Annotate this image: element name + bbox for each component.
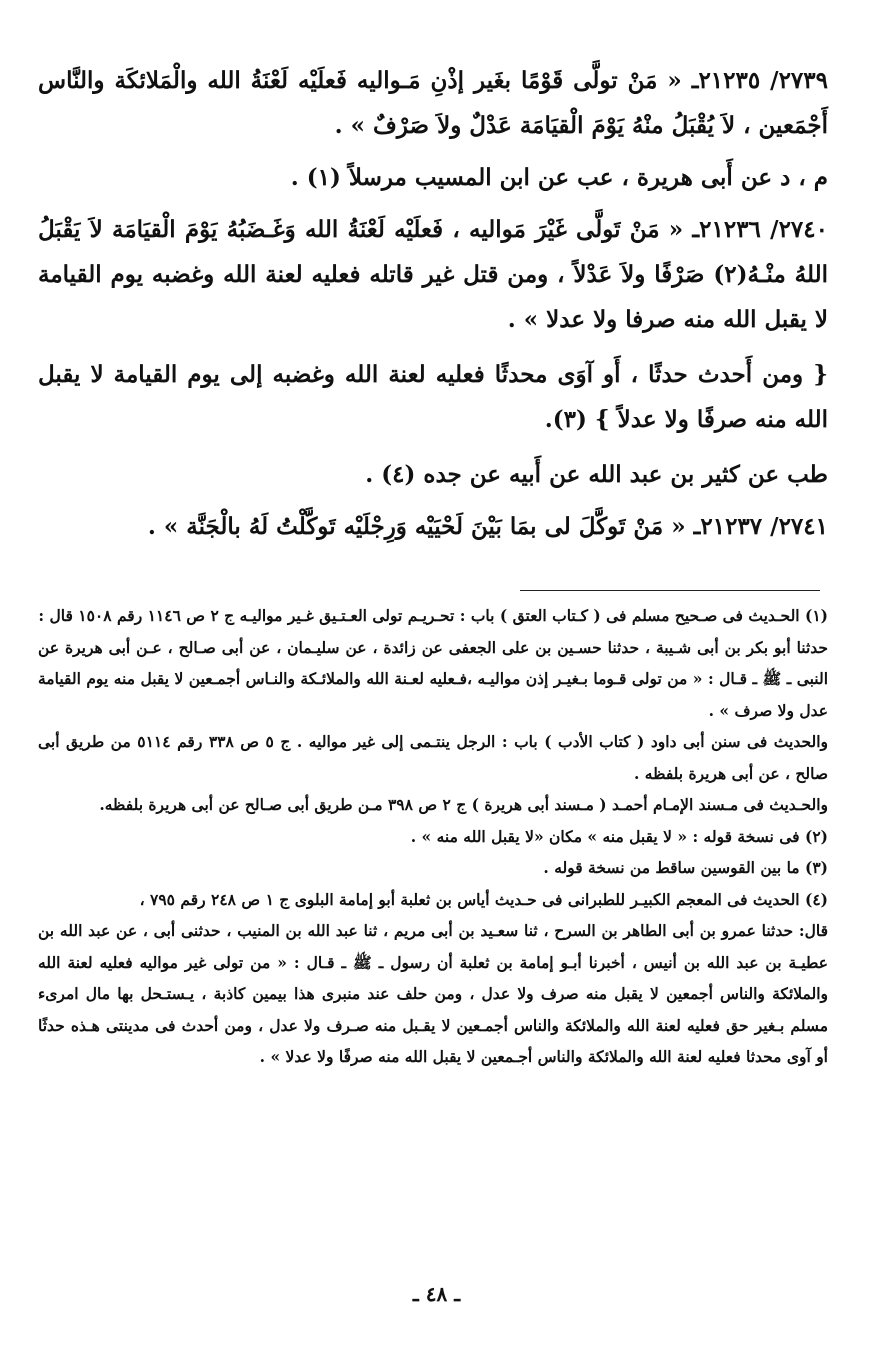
hadith-2740: ٢٧٤٠/ ٢١٢٣٦ـ « مَنْ تَولَّى غَيْرَ مَواليه ، فَعلَيْه لَعْنَةُ الله وَغَـضَبُهُ يَوْمَ الْقيَامَة لاَ يَقْبَلُ اللهُ منْـهُ(٢) صَرْفًا ولاَ عَدْلاً ، ومن قتل غير قاتله فعليه لعنة الله وغضبه يوم القيامة لا يقبل الله منه صرفا ولا عدلا » . bbox=[38, 216, 828, 333]
hadith-2740-addition: { ومن أَحدث حدثًا ، أَو آوَى محدثًا فعليه لعنة الله وغضبه إلى يوم القيامة لا يقبل الله منه صرفًا ولا عدلاً } (٣). bbox=[38, 361, 828, 433]
footnote-4 bbox=[38, 884, 828, 1073]
hadith-2739-source: م ، د عن أَبى هريرة ، عب عن ابن المسيب مرسلاً (١) . bbox=[290, 164, 828, 191]
footnote-3: (٣) ما بين القوسين ساقط من نسخة قوله . bbox=[543, 858, 828, 877]
footnote-1-line: حدثنا أبو بكر بن أبى شـيبة ، حدثنا حسـين بن على الجعفى عن زائدة ، عن سليـمان ، عن أبى صـالح ، عـن أبى هريرة عن النبى ـ ﷺ ـ قـال : « من تولى قـوما بـغيـر إذن مواليـه ،فـعليه لعـنة الله والملائـكة والنـاس أجمـعين لا يقبل منه يوم القيامة عدل ولا صرف » . bbox=[38, 637, 828, 720]
footnote-4-line: قال: حدثنا عمرو بن أبى الطاهر بن السرح ، ثنا سعـيد بن أبى مريم ، ثنا عبد الله بن المنيب ، حدثنى أبى ، عن عبد الله بن عطيـة بن عبد الله بن أنيس ، أخبرنا أبـو إمامة بن ثعلبة أن رسول ـ ﷺ ـ قـال : « من تولى غير مواليه فعليه لعنة الله والملائكة والناس أجمعين لا يقبل منه صرف ولا عدل ، ومن حلف عند منبرى هذا بيمين كاذبة ، يـستـحل بها مال امرىء مسلم بـغير حق فعليه لعنة الله والملائكة والناس أجمـعين لا يقـبل منه صـرف ولا عدل ، ومن أحدث فى مدينتى هـذه حدثًا أو آوى محدثا فعليه لعنة الله والملائكة والناس أجـمعين لا يقبل الله منه صرفًا ولا عدلا » . bbox=[38, 921, 828, 1066]
footnotes bbox=[38, 600, 828, 1073]
footnote-1-line: (١) الحـديث فى صـحيح مسلم فى ( كـتاب العتق ) باب : تحـريـم تولى العـتـيق غـير مواليـه ج ٢ ص ١١٤٦ رقم ١٥٠٨ قال : bbox=[38, 606, 828, 625]
hadith-2739: ٢٧٣٩/ ٢١٢٣٥ـ « مَنْ تولَّى قَوْمًا بغَير إذْنِ مَـواليه فَعلَيْه لَعْنَةُ الله والْمَلائكَة والنَّاس أَجْمَعين ، لاَ يُقْبَلُ منْهُ يَوْمَ الْقيَامَة عَدْلٌ ولاَ صَرْفٌ » . bbox=[38, 67, 828, 139]
hadith-2740-source: طب عن كثير بن عبد الله عن أَبيه عن جده (٤) . bbox=[365, 461, 828, 488]
footnote-divider bbox=[520, 590, 820, 591]
footnote-4-line: (٤) الحديث فى المعجم الكبيـر للطبرانى فى حـديث أياس بن ثعلبة أبو إمامة البلوى ج ١ ص ٢٤٨ رقم ٧٩٥ ، bbox=[139, 889, 828, 909]
footnote-1 bbox=[38, 600, 828, 821]
footnote-2: (٢) فى نسخة قوله : « لا يقبل منه » مكان «لا يقبل الله منه » . bbox=[410, 826, 828, 846]
page-number: ـ ٤٨ ـ bbox=[412, 1282, 461, 1306]
hadith-2741: ٢٧٤١/ ٢١٢٣٧ـ « مَنْ تَوكَّلَ لى بمَا بَيْنَ لَحْيَيْه وَرِجْلَيْه تَوكَّلْتُ لَهُ بالْجَنَّة » . bbox=[147, 513, 828, 540]
footnote-1-line: والحـديث فى مـسند الإمـام أحمـد ( مـسند أبى هريرة ) ج ٢ ص ٣٩٨ مـن طريق أبى صـالح عن أبى هريرة بلفظه. bbox=[99, 795, 828, 814]
footnote-1-line: والحديث فى سنن أبى داود ( كتاب الأدب ) باب : الرجل ينتـمى إلى غير مواليه . ج ٥ ص ٣٣٨ رقم ٥١١٤ من طريق أبى صالح ، عن أبى هريرة بلفظه . bbox=[38, 732, 829, 783]
main-text bbox=[38, 58, 828, 549]
